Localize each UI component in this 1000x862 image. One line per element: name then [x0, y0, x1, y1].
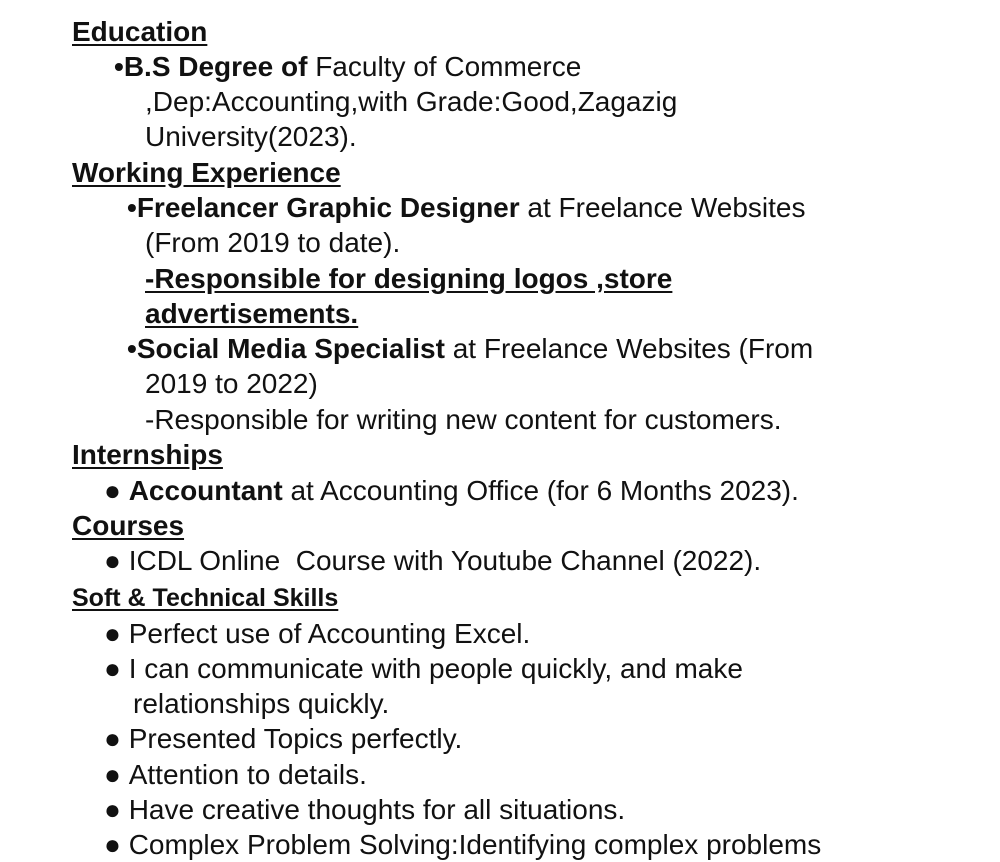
experience-heading: Working Experience	[72, 157, 341, 188]
internship-text: at Accounting Office (for 6 Months 2023).	[282, 475, 799, 506]
bullet-icon: ●	[104, 723, 121, 754]
bullet-icon: ●	[104, 545, 121, 576]
bullet-icon: ●	[104, 618, 121, 649]
bullet-icon: •	[127, 192, 137, 223]
internship-item	[104, 473, 799, 508]
experience-job-title: Social Media Specialist	[136, 333, 445, 364]
bullet-icon: •	[127, 333, 137, 364]
bullet-icon: ●	[104, 794, 121, 825]
education-heading: Education	[72, 16, 208, 47]
skill-item	[104, 721, 462, 756]
skill-item	[104, 616, 530, 651]
education-degree-continuation: University(2023).	[145, 121, 357, 152]
skill-text: I can communicate with people quickly, and make	[128, 653, 743, 684]
skill-item	[104, 757, 367, 792]
skill-text: Have creative thoughts for all situations.	[128, 794, 626, 825]
skill-text: Attention to details.	[128, 759, 367, 790]
experience-job-text: at Freelance Websites (From	[444, 333, 814, 364]
course-item	[104, 543, 761, 578]
internship-title: Accountant	[128, 475, 283, 506]
skill-item	[104, 651, 743, 686]
skill-text: Perfect use of Accounting Excel.	[128, 618, 531, 649]
experience-job-period: 2019 to 2022)	[145, 368, 318, 399]
education-item	[114, 49, 581, 84]
skills-heading: Soft & Technical Skills	[72, 584, 339, 612]
skill-continuation: relationships quickly.	[133, 688, 390, 719]
experience-job-period: (From 2019 to date).	[145, 227, 401, 258]
skill-text: Presented Topics perfectly.	[128, 723, 463, 754]
experience-job-description: advertisements.	[145, 298, 359, 329]
experience-item	[127, 190, 805, 225]
bullet-icon: ●	[104, 475, 121, 506]
course-text: ICDL Online Course with Youtube Channel (2022).	[128, 545, 762, 576]
skill-item	[104, 827, 821, 862]
bullet-icon: •	[114, 51, 124, 82]
bullet-icon: ●	[104, 759, 121, 790]
bullet-icon: ●	[104, 829, 121, 860]
experience-job-text: at Freelance Websites	[519, 192, 806, 223]
internships-heading: Internships	[72, 439, 223, 470]
skill-text: Complex Problem Solving:Identifying complex problems	[128, 829, 822, 860]
experience-item	[127, 331, 813, 366]
experience-job-description: -Responsible for designing logos ,store	[145, 263, 673, 294]
courses-heading: Courses	[72, 510, 185, 541]
bullet-icon: ●	[104, 653, 121, 684]
education-degree-title: B.S Degree of	[123, 51, 308, 82]
skill-item	[104, 792, 625, 827]
education-degree-continuation: ,Dep:Accounting,with Grade:Good,Zagazig	[145, 86, 678, 117]
experience-job-description: -Responsible for writing new content for customers.	[145, 404, 782, 435]
education-degree-text: Faculty of Commerce	[307, 51, 582, 82]
experience-job-title: Freelancer Graphic Designer	[136, 192, 520, 223]
